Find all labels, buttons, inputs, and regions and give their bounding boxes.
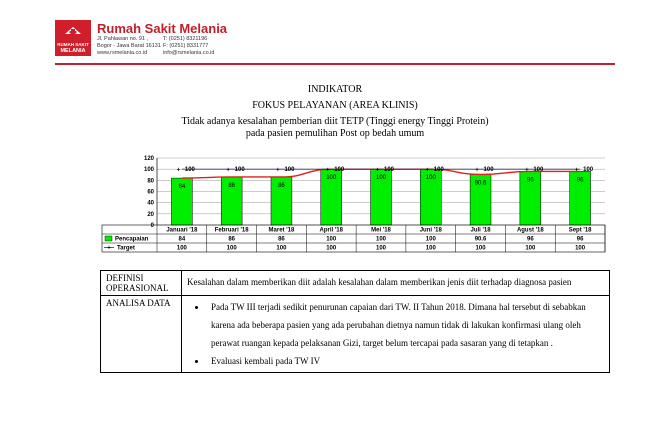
target-marker: + bbox=[375, 167, 380, 174]
category-label: Agust '18 bbox=[516, 227, 544, 234]
category-label: Mei '18 bbox=[371, 227, 391, 234]
target-value-label: 100 bbox=[583, 167, 594, 174]
target-value-label: 100 bbox=[284, 167, 295, 174]
analysis-list bbox=[187, 298, 604, 370]
pencapaian-cell: 100 bbox=[425, 236, 436, 243]
target-cell: 100 bbox=[276, 245, 287, 252]
logo-text-top: RUMAH SAKIT bbox=[57, 42, 89, 47]
target-cell: 100 bbox=[176, 245, 187, 252]
hospital-logo bbox=[55, 20, 91, 56]
category-label: Sept '18 bbox=[568, 227, 592, 234]
target-marker: + bbox=[176, 167, 181, 174]
bar-value-label: 100 bbox=[326, 175, 337, 182]
analysis-row bbox=[101, 296, 610, 373]
bar-value-label: 86 bbox=[228, 182, 236, 189]
address-line-2: Bogor - Jawa Barat 16131 bbox=[97, 43, 161, 49]
target-value-label: 100 bbox=[433, 167, 444, 174]
header-divider bbox=[55, 63, 615, 65]
target-marker: + bbox=[226, 167, 230, 174]
bar-value-label: 100 bbox=[425, 175, 436, 182]
pencapaian-cell: 100 bbox=[375, 236, 387, 243]
bar-value-label: 96 bbox=[576, 177, 584, 184]
target-cell: 100 bbox=[475, 245, 486, 252]
category-label: April '18 bbox=[319, 227, 343, 234]
hospital-logo-icon bbox=[55, 20, 91, 56]
pencapaian-cell: 86 bbox=[278, 236, 285, 243]
legend-label-target: Target bbox=[117, 245, 135, 252]
pencapaian-cell: 96 bbox=[526, 236, 534, 243]
definition-table bbox=[100, 270, 610, 373]
title-indikator: INDIKATOR bbox=[307, 84, 363, 95]
target-value-label: 100 bbox=[334, 167, 345, 174]
pencapaian-cell: 96 bbox=[576, 236, 584, 243]
pencapaian-cell: 90.6 bbox=[474, 236, 487, 243]
y-tick-label: 60 bbox=[147, 189, 154, 196]
definition-cell bbox=[182, 271, 610, 296]
bar-value-label: 84 bbox=[178, 184, 186, 191]
analysis-bullet: • Pada TW III terjadi sedikit penurunan capaian dari TW. II Tahun 2018. Dimana hal tersebut di sebabkan karena ada beberapa pasien yang ada perubahan dietnya namun tidak di lakukan konfirmasi ulang oleh perawat ruangan kepada pelaksanan Gizi, target belum tercapai pada sasaran yang di tetapkan . bbox=[207, 298, 604, 352]
target-cell: 100 bbox=[525, 245, 536, 252]
phone-number: T: (0251) 8321196 bbox=[163, 36, 208, 42]
bar-value-label: 86 bbox=[278, 182, 285, 189]
target-marker: + bbox=[475, 167, 479, 174]
analysis-cell bbox=[182, 296, 610, 373]
category-label: Februari '18 bbox=[214, 227, 249, 234]
target-cell: 100 bbox=[575, 245, 586, 252]
legend-label-pencapaian: Pencapaian bbox=[115, 236, 149, 243]
pencapaian-cell: 86 bbox=[228, 236, 236, 243]
y-tick-label: 40 bbox=[147, 200, 154, 207]
y-tick-label: 80 bbox=[147, 178, 154, 185]
target-marker: + bbox=[525, 167, 529, 174]
target-value-label: 100 bbox=[483, 167, 494, 174]
analysis-bullet: • Evaluasi kembali pada TW IV bbox=[207, 352, 604, 370]
category-label: Januari '18 bbox=[166, 227, 198, 234]
target-marker: + bbox=[325, 167, 330, 174]
legend-key-pencapaian bbox=[105, 236, 112, 241]
target-cell: 100 bbox=[425, 245, 436, 252]
target-marker: + bbox=[425, 167, 430, 174]
email: info@rsmelania.co.id bbox=[163, 50, 215, 56]
title-indicator-subject: pada pasien pemulihan Post op bedah umum bbox=[245, 128, 425, 139]
logo-text-bottom: MELANIA bbox=[60, 48, 86, 54]
legend-key-target-marker: + bbox=[107, 245, 111, 252]
target-marker: + bbox=[574, 167, 579, 174]
indicator-chart bbox=[100, 150, 610, 260]
definition-label: DEFINISI OPERASIONAL bbox=[101, 271, 182, 296]
target-marker: + bbox=[276, 167, 280, 174]
bar-value-label: 90.6 bbox=[474, 180, 487, 187]
y-tick-label: 0 bbox=[150, 223, 154, 229]
target-value-label: 100 bbox=[533, 167, 544, 174]
target-value-label: 100 bbox=[234, 167, 245, 174]
target-cell: 100 bbox=[375, 245, 387, 252]
pencapaian-cell: 84 bbox=[178, 236, 186, 243]
category-label: Juli '18 bbox=[470, 227, 491, 234]
bar-value-label: 100 bbox=[375, 175, 387, 182]
website: www.rsmelania.co.id bbox=[97, 50, 148, 56]
pencapaian-cell: 100 bbox=[326, 236, 337, 243]
hospital-name: Rumah Sakit Melania bbox=[97, 21, 228, 36]
address-line-1: Jl. Pahlawan no. 91 , bbox=[97, 36, 149, 42]
target-value-label: 100 bbox=[384, 167, 395, 174]
title-indicator-name: Tidak adanya kesalahan pemberian diit TETP (Tinggi energy Tinggi Protein) bbox=[181, 116, 489, 127]
target-cell: 100 bbox=[326, 245, 337, 252]
y-tick-label: 20 bbox=[147, 211, 154, 218]
target-cell: 100 bbox=[226, 245, 237, 252]
category-label: Juni '18 bbox=[419, 227, 442, 234]
category-label: Maret '18 bbox=[268, 227, 295, 234]
fax-number: F: (0251) 8331777 bbox=[163, 43, 209, 49]
definition-row bbox=[101, 271, 610, 296]
y-tick-label: 120 bbox=[143, 156, 154, 162]
definition-text: Kesalahan dalam memberikan diit adalah kesalahan dalam memberikan jenis diit terhadap diagnosa pasien bbox=[187, 277, 572, 287]
title-fokus: FOKUS PELAYANAN (AREA KLINIS) bbox=[252, 100, 418, 111]
bar-value-label: 96 bbox=[526, 177, 534, 184]
y-tick-label: 100 bbox=[143, 167, 154, 174]
target-value-label: 100 bbox=[184, 167, 195, 174]
analysis-label: ANALISA DATA bbox=[101, 296, 182, 373]
